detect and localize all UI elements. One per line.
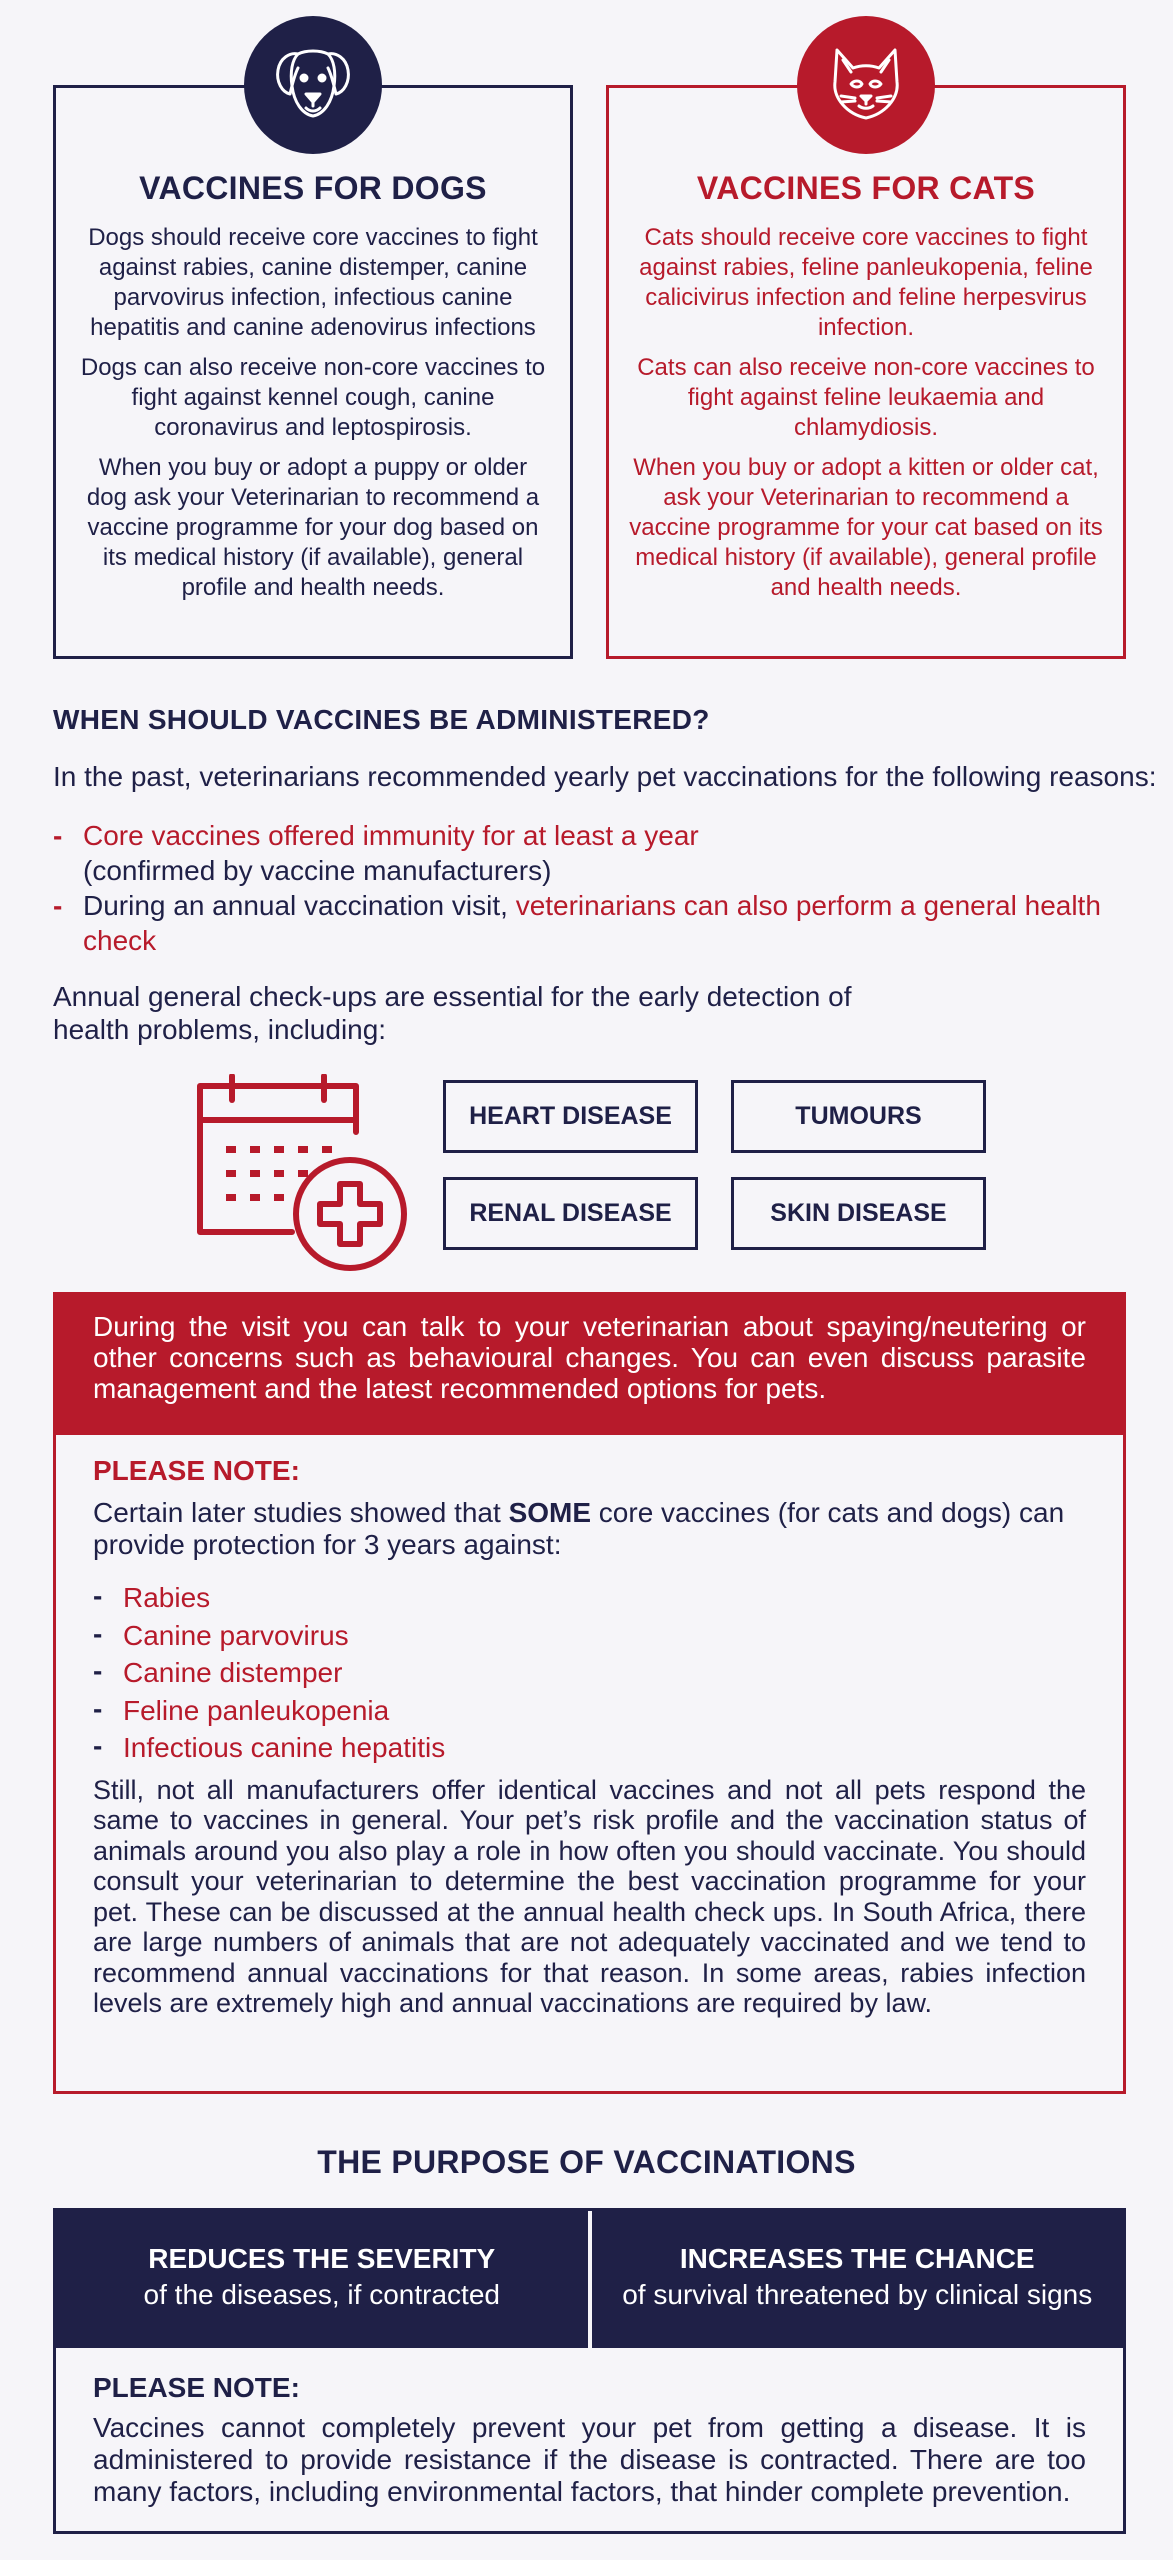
purpose-title: THE PURPOSE OF VACCINATIONS bbox=[317, 2144, 856, 2180]
cats-advice-text: When you buy or adopt a kitten or older cat, ask your Veterinarian to recommend a vaccine programme for your cat based on its medical history (if available), general profile and health needs. bbox=[629, 454, 1103, 601]
purpose-left-sub: of the diseases, if contracted bbox=[143, 2279, 500, 2310]
purpose-note-paragraph: Vaccines cannot completely prevent your pet from getting a disease. It is administered to provide resistance if the disease is contracted. There are too many factors, including environmental factors, that hinder complete prevention. bbox=[93, 2412, 1086, 2507]
list-item-label: Infectious canine hepatitis bbox=[123, 1732, 446, 1763]
dogs-vaccine-card bbox=[53, 85, 573, 659]
purpose-left-heading: REDUCES THE SEVERITY bbox=[148, 2243, 496, 2274]
purpose-panel bbox=[53, 2208, 1126, 2534]
studies-lead bbox=[93, 1497, 1086, 1561]
reason2-highlight: veterinarians can also perform a general health check bbox=[83, 890, 1101, 956]
dogs-advice-text: When you buy or adopt a puppy or older dog ask your Veterinarian to recommend a vaccine programme for your dog based on its medical history (if available), general profile and health needs. bbox=[86, 454, 540, 601]
disease-box-heart: HEART DISEASE bbox=[443, 1080, 698, 1153]
purpose-right-sub: of survival threatened by clinical signs bbox=[622, 2279, 1093, 2310]
when-section-title: WHEN SHOULD VACCINES BE ADMINISTERED? bbox=[53, 704, 710, 735]
list-item bbox=[93, 1654, 1086, 1692]
disease-box-tumours: TUMOURS bbox=[731, 1080, 986, 1153]
list-item bbox=[93, 1692, 1086, 1730]
cats-noncore-text: Cats can also receive non-core vaccines to fight against feline leukaemia and chlamydiosis. bbox=[637, 354, 1095, 441]
list-item-label: Canine parvovirus bbox=[123, 1619, 349, 1651]
cats-core-text: Cats should receive core vaccines to fight against rabies, feline panleukopenia, feline calicivirus infection and feline herpesvirus infection. bbox=[639, 224, 1093, 341]
reason2-plain: During an annual vaccination visit, bbox=[83, 890, 516, 921]
disease-box-skin: SKIN DISEASE bbox=[731, 1177, 986, 1250]
please-note-panel bbox=[53, 1292, 1126, 2094]
please-note-heading: PLEASE NOTE: bbox=[93, 1455, 300, 1486]
dash-bullet: - bbox=[93, 1655, 103, 1686]
dash-bullet: - bbox=[53, 820, 63, 851]
dog-icon bbox=[244, 16, 382, 154]
purpose-reduces-severity bbox=[56, 2211, 588, 2348]
purpose-right-heading: INCREASES THE CHANCE bbox=[679, 2243, 1035, 2274]
list-item-label: Feline panleukopenia bbox=[123, 1694, 390, 1726]
reason1-highlight: Core vaccines offered immunity for at least a year bbox=[83, 820, 699, 851]
list-item-label: Rabies bbox=[123, 1582, 211, 1613]
cat-icon bbox=[797, 16, 935, 154]
list-item bbox=[53, 888, 1173, 958]
cats-title: VACCINES FOR CATS bbox=[696, 170, 1036, 206]
checkup-text: Annual general check-ups are essential for the early detection of health problems, including: bbox=[53, 981, 852, 1045]
list-item bbox=[93, 1617, 1086, 1655]
dash-bullet: - bbox=[53, 890, 63, 921]
manufacturers-paragraph: Still, not all manufacturers offer identical vaccines and not all pets respond the same to vaccines in general. Your pet’s risk profile and the vaccination status of animals around you also play a role in how often you should vaccinate. You should consult your veterinarian to determine the best vaccination programme for your pet. These can be discussed at the annual health check ups. In South Africa, there are large numbers of animals that are not adequately vaccinated and we tend to recommend annual vaccinations for that reason. In some areas, rabies infection levels are extremely high and annual vaccinations are required by law. bbox=[93, 1774, 1086, 2018]
when-intro: In the past, veterinarians recommended yearly pet vaccinations for the following reasons: bbox=[53, 761, 1157, 792]
purpose-note-heading: PLEASE NOTE: bbox=[93, 2372, 300, 2403]
visit-banner: During the visit you can talk to your veterinarian about spaying/neutering or other concerns such as behavioural changes. You can even discuss parasite management and the latest recommended options for pets. bbox=[56, 1295, 1123, 1435]
dash-bullet: - bbox=[93, 1617, 103, 1649]
protection-list bbox=[93, 1579, 1086, 1767]
dogs-title: VACCINES FOR DOGS bbox=[139, 170, 487, 206]
dash-bullet: - bbox=[93, 1580, 103, 1611]
reason1-rest: (confirmed by vaccine manufacturers) bbox=[83, 855, 552, 886]
list-item bbox=[53, 818, 1173, 888]
list-item bbox=[93, 1729, 1086, 1767]
dash-bullet: - bbox=[93, 1730, 103, 1761]
cats-vaccine-card bbox=[606, 85, 1126, 659]
dash-bullet: - bbox=[93, 1692, 103, 1724]
dogs-core-text: Dogs should receive core vaccines to fight against rabies, canine distemper, canine parvovirus infection, infectious canine hepatitis and canine adenovirus infections bbox=[88, 224, 538, 341]
list-item-label: Canine distemper bbox=[123, 1657, 343, 1688]
purpose-increases-chance bbox=[588, 2211, 1124, 2348]
disease-box-renal: RENAL DISEASE bbox=[443, 1177, 698, 1250]
lead-end: core vaccines (for cats and dogs) can provide protection for 3 years against: bbox=[93, 1497, 1065, 1560]
reasons-list bbox=[53, 818, 1173, 958]
list-item bbox=[93, 1579, 1086, 1617]
dogs-noncore-text: Dogs can also receive non-core vaccines to fight against kennel cough, canine coronavirus and leptospirosis. bbox=[80, 354, 546, 441]
lead-start: Certain later studies showed that bbox=[93, 1497, 509, 1528]
calendar-medical-icon bbox=[192, 1074, 412, 1279]
lead-bold: SOME bbox=[508, 1497, 592, 1528]
